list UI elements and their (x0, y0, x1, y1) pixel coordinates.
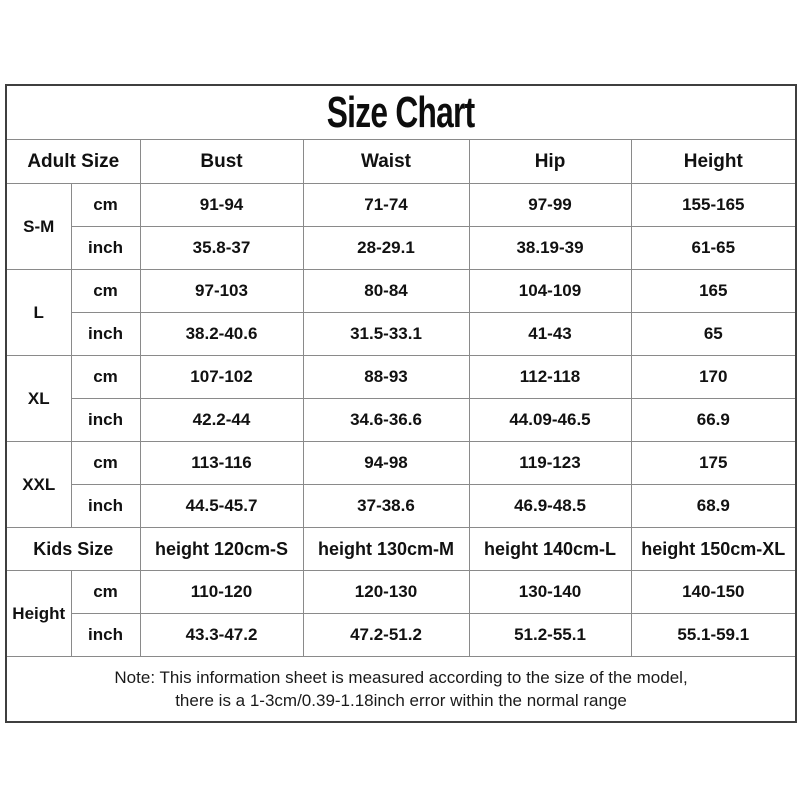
table-row (6, 356, 796, 399)
value-cell: 42.2-44 (140, 399, 303, 442)
unit-label-inch: inch (71, 614, 140, 657)
size-label-sm: S-M (6, 184, 71, 270)
unit-label-cm: cm (71, 184, 140, 227)
value-cell: 47.2-51.2 (303, 614, 469, 657)
value-cell: 38.2-40.6 (140, 313, 303, 356)
value-cell: 38.19-39 (469, 227, 631, 270)
unit-label-cm: cm (71, 356, 140, 399)
value-cell: 37-38.6 (303, 485, 469, 528)
value-cell: 80-84 (303, 270, 469, 313)
value-cell: 28-29.1 (303, 227, 469, 270)
kids-header-row (6, 528, 796, 571)
unit-label-inch: inch (71, 399, 140, 442)
value-cell: 88-93 (303, 356, 469, 399)
value-cell: 155-165 (631, 184, 796, 227)
unit-label-inch: inch (71, 485, 140, 528)
value-cell: 165 (631, 270, 796, 313)
value-cell: 94-98 (303, 442, 469, 485)
unit-label-inch: inch (71, 227, 140, 270)
value-cell: 112-118 (469, 356, 631, 399)
value-cell: 175 (631, 442, 796, 485)
adult-size-header-cell: Adult Size (6, 140, 140, 184)
value-cell: 66.9 (631, 399, 796, 442)
value-cell: 71-74 (303, 184, 469, 227)
value-cell: 104-109 (469, 270, 631, 313)
value-cell: 97-103 (140, 270, 303, 313)
unit-label-cm: cm (71, 442, 140, 485)
value-cell: 55.1-59.1 (631, 614, 796, 657)
size-chart-table (5, 84, 797, 723)
value-cell: 107-102 (140, 356, 303, 399)
value-cell: 119-123 (469, 442, 631, 485)
value-cell: 51.2-55.1 (469, 614, 631, 657)
value-cell: 65 (631, 313, 796, 356)
column-header-waist: Waist (303, 140, 469, 184)
value-cell: 43.3-47.2 (140, 614, 303, 657)
table-row (6, 399, 796, 442)
note-text-line1: Note: This information sheet is measured according to the size of the model, (114, 668, 688, 687)
value-cell: 35.8-37 (140, 227, 303, 270)
title-cell (6, 85, 796, 140)
unit-label-cm: cm (71, 270, 140, 313)
kids-column-header: height 120cm-S (140, 528, 303, 571)
value-cell: 97-99 (469, 184, 631, 227)
table-row (6, 227, 796, 270)
kids-column-header: height 130cm-M (303, 528, 469, 571)
value-cell: 91-94 (140, 184, 303, 227)
kids-column-header: height 150cm-XL (631, 528, 796, 571)
unit-label-cm: cm (71, 571, 140, 614)
note-row (6, 657, 796, 723)
title-row (6, 85, 796, 140)
value-cell: 61-65 (631, 227, 796, 270)
table-row (6, 442, 796, 485)
table-row (6, 485, 796, 528)
table-row (6, 614, 796, 657)
size-label-kids-height: Height (6, 571, 71, 657)
value-cell: 46.9-48.5 (469, 485, 631, 528)
kids-column-header: height 140cm-L (469, 528, 631, 571)
value-cell: 130-140 (469, 571, 631, 614)
value-cell: 113-116 (140, 442, 303, 485)
value-cell: 120-130 (303, 571, 469, 614)
value-cell: 44.09-46.5 (469, 399, 631, 442)
column-header-height: Height (631, 140, 796, 184)
size-label-l: L (6, 270, 71, 356)
value-cell: 34.6-36.6 (303, 399, 469, 442)
size-label-xxl: XXL (6, 442, 71, 528)
page-title: Size Chart (327, 87, 475, 137)
kids-size-header-cell: Kids Size (6, 528, 140, 571)
value-cell: 170 (631, 356, 796, 399)
value-cell: 44.5-45.7 (140, 485, 303, 528)
table-row (6, 313, 796, 356)
note-text-line2: there is a 1-3cm/0.39-1.18inch error within the normal range (175, 691, 627, 710)
value-cell: 110-120 (140, 571, 303, 614)
value-cell: 31.5-33.1 (303, 313, 469, 356)
table-row (6, 571, 796, 614)
value-cell: 140-150 (631, 571, 796, 614)
value-cell: 68.9 (631, 485, 796, 528)
column-header-hip: Hip (469, 140, 631, 184)
unit-label-inch: inch (71, 313, 140, 356)
value-cell: 41-43 (469, 313, 631, 356)
column-header-bust: Bust (140, 140, 303, 184)
table-row (6, 184, 796, 227)
size-label-xl: XL (6, 356, 71, 442)
table-row (6, 270, 796, 313)
adult-header-row (6, 140, 796, 184)
note-cell (6, 657, 796, 723)
